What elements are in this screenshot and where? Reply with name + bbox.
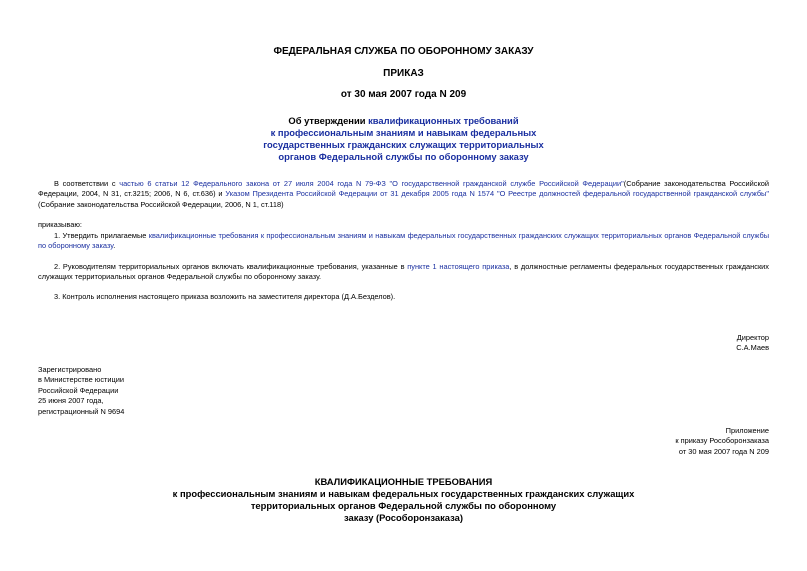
item-2-text: 2. Руководителям территориальных органов включать квалификационные требования, указанные в [54, 262, 408, 271]
order-word: приказываю: [38, 220, 82, 229]
registration-line-2: в Министерстве юстиции [38, 375, 125, 385]
preamble-text-3: (Собрание законодательства Российской Федерации, 2006, N 1, ст.118) [38, 199, 284, 209]
appendix-line-1: Приложение [725, 426, 769, 435]
item-2-point-link[interactable]: пункте 1 настоящего приказа [407, 262, 510, 271]
preamble-decree-link[interactable]: Указом Президента Российской Федерации от 31 декабря 2005 года N 1574 "О Реестре должностей федеральной государственной гражданской службы" [225, 189, 769, 199]
requirements-title-line-4: заказу (Рособоронзаказа) [344, 512, 463, 523]
item-2-end: , в должностные регламенты федеральных государственных гражданских служащих территориальных органов Федеральной службы по оборонному заказу. [38, 262, 769, 282]
item-1-requirements-link[interactable]: квалификационные требования к профессиональным знаниям и навыкам федеральных государственных гражданских служащих территориальных органов Федеральной службы по оборонному заказу [38, 231, 770, 251]
agency-heading: ФЕДЕРАЛЬНАЯ СЛУЖБА ПО ОБОРОННОМУ ЗАКАЗУ [273, 46, 534, 57]
item-3: 3. Контроль исполнения настоящего приказа возложить на заместителя директора (Д.А.Безделов). [54, 292, 396, 301]
title-link-1[interactable]: квалификационных требований [368, 115, 519, 126]
title-link-4[interactable]: органов Федеральной службы по оборонному заказу [278, 151, 529, 162]
requirements-title [0, 476, 807, 524]
requirements-title-line-2: к профессиональным знаниям и навыкам федеральных государственных гражданских служащих [172, 488, 635, 499]
preamble-paragraph [38, 179, 769, 210]
preamble-text-1: В соответствии с [54, 179, 120, 188]
doc-date: от 30 мая 2007 года N 209 [340, 89, 467, 100]
title-link-3[interactable]: государственных гражданских служащих территориальных [263, 139, 544, 150]
preamble-text-2: (Собрание законодательства Российской Федерации, 2004, N 31, ст.3215; 2006, N 6, ст.636) и [38, 179, 770, 199]
requirements-title-line-3: территориальных органов Федеральной службы по оборонному [250, 500, 557, 511]
registration-line-5: регистрационный N 9694 [38, 406, 125, 416]
item-1-text: 1. Утвердить прилагаемые [54, 231, 149, 240]
item-2 [38, 262, 769, 283]
requirements-title-line-1: КВАЛИФИКАЦИОННЫЕ ТРЕБОВАНИЯ [314, 476, 493, 487]
registration-line-1: Зарегистрировано [38, 365, 102, 374]
title-link-2[interactable]: к профессиональным знаниям и навыкам федеральных [270, 127, 537, 138]
preamble-law-link[interactable]: частью 6 статьи 12 Федерального закона от 27 июля 2004 года N 79-ФЗ "О государственной гражданской службе Российской Федерации" [119, 179, 624, 188]
document-title [0, 115, 807, 163]
appendix-line-3: от 30 мая 2007 года N 209 [678, 446, 769, 456]
registration-line-4: 25 июня 2007 года, [38, 396, 104, 406]
signature-block [736, 333, 769, 354]
title-prefix: Об утверждении [288, 115, 369, 126]
appendix-block [675, 426, 769, 457]
signature-name: С.А.Маев [736, 343, 769, 353]
item-1-end: . [113, 241, 116, 251]
doc-type-heading: ПРИКАЗ [383, 68, 424, 79]
appendix-line-2: к приказу Рособоронзаказа [675, 436, 769, 446]
registration-block [38, 365, 124, 417]
registration-line-3: Российской Федерации [38, 385, 119, 395]
signature-position: Директор [736, 333, 769, 342]
item-1 [38, 231, 769, 252]
